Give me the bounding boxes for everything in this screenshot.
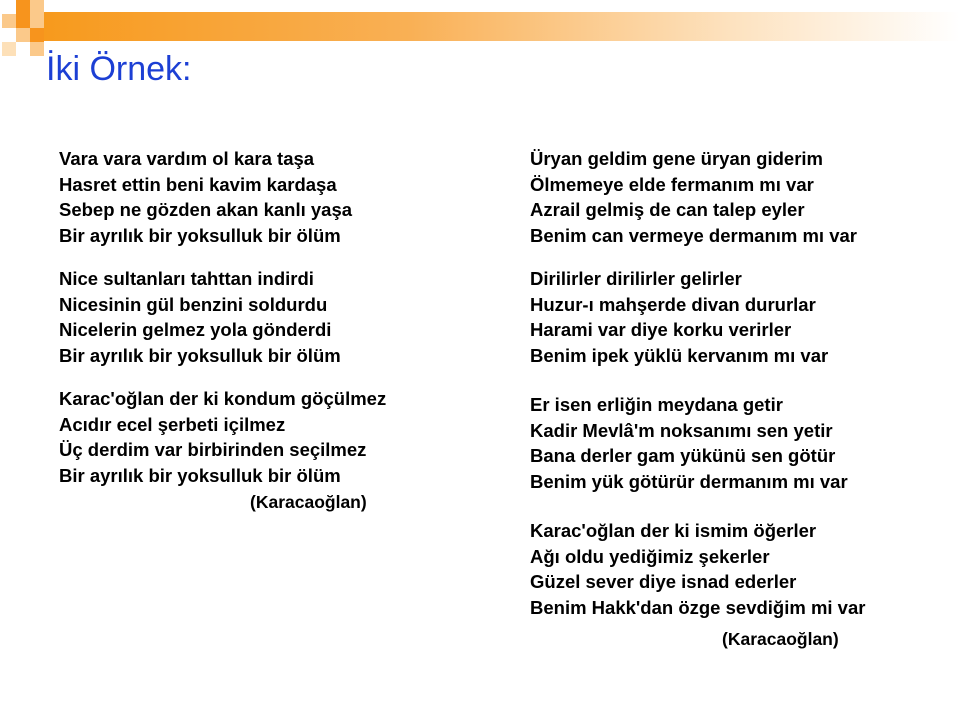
- verse-line: Benim yük götürür dermanım mı var: [530, 470, 848, 492]
- verse-line: Sebep ne gözden akan kanlı yaşa: [59, 199, 353, 220]
- verse-line: Hasret ettin beni kavim kardaşa: [59, 173, 337, 195]
- poem-left: [59, 146, 386, 506]
- decor-square: [30, 42, 44, 56]
- decor-square: [30, 14, 44, 28]
- verse-line: Üç derdim var birbirinden seçilmez: [59, 439, 367, 460]
- verse-line: Ağı oldu yediğimiz şekerler: [530, 545, 770, 567]
- slide-title: İki Örnek:: [46, 50, 192, 88]
- decor-square: [30, 0, 44, 14]
- verse-line: Nicesinin gül benzini soldurdu: [59, 293, 328, 315]
- verse-line: Üryan geldim gene üryan giderim: [530, 148, 823, 169]
- verse-line: Azrail gelmiş de can talep eyler: [530, 199, 805, 220]
- poem-right: [530, 146, 865, 638]
- verse-line: Nicelerin gelmez yola gönderdi: [59, 319, 332, 340]
- decor-square: [16, 28, 30, 42]
- decor-square: [16, 0, 30, 14]
- attribution-left: (Karacaoğlan): [250, 492, 367, 512]
- verse-line: Güzel sever diye isnad ederler: [530, 571, 797, 592]
- verse-line: Bir ayrılık bir yoksulluk bir ölüm: [59, 224, 341, 246]
- verse-line: Benim ipek yüklü kervanım mı var: [530, 344, 829, 366]
- stanza: [530, 146, 865, 248]
- verse-line: Bir ayrılık bir yoksulluk bir ölüm: [59, 464, 341, 486]
- stanza: [530, 266, 865, 368]
- stanza: [59, 146, 386, 248]
- stanza: [530, 518, 865, 620]
- verse-line: Karac'oğlan der ki kondum göçülmez: [59, 388, 387, 409]
- verse-line: Ölmemeye elde fermanım mı var: [530, 173, 814, 195]
- verse-line: Dirilirler dirilirler gelirler: [530, 268, 742, 289]
- attribution-right: (Karacaoğlan): [722, 629, 839, 649]
- stanza: [59, 266, 386, 368]
- verse-line: Vara vara vardım ol kara taşa: [59, 148, 315, 169]
- verse-line: Karac'oğlan der ki ismim öğerler: [530, 520, 817, 541]
- verse-line: Kadir Mevlâ'm noksanımı sen yetir: [530, 419, 833, 441]
- stanza: [530, 392, 865, 494]
- decor-square: [30, 28, 44, 42]
- orange-gradient-band: [44, 12, 960, 41]
- verse-line: Nice sultanları tahttan indirdi: [59, 268, 314, 289]
- verse-line: Benim can vermeye dermanım mı var: [530, 224, 857, 246]
- verse-line: Benim Hakk'dan özge sevdiğim mi var: [530, 596, 866, 618]
- decor-square: [2, 14, 16, 28]
- decor-square: [2, 42, 16, 56]
- decor-square: [16, 14, 30, 28]
- verse-line: Er isen erliğin meydana getir: [530, 394, 783, 415]
- verse-line: Harami var diye korku verirler: [530, 319, 792, 340]
- stanza: [59, 386, 386, 488]
- verse-line: Acıdır ecel şerbeti içilmez: [59, 413, 286, 435]
- verse-line: Bana derler gam yükünü sen götür: [530, 445, 836, 466]
- verse-line: Bir ayrılık bir yoksulluk bir ölüm: [59, 344, 341, 366]
- verse-line: Huzur-ı mahşerde divan dururlar: [530, 293, 816, 315]
